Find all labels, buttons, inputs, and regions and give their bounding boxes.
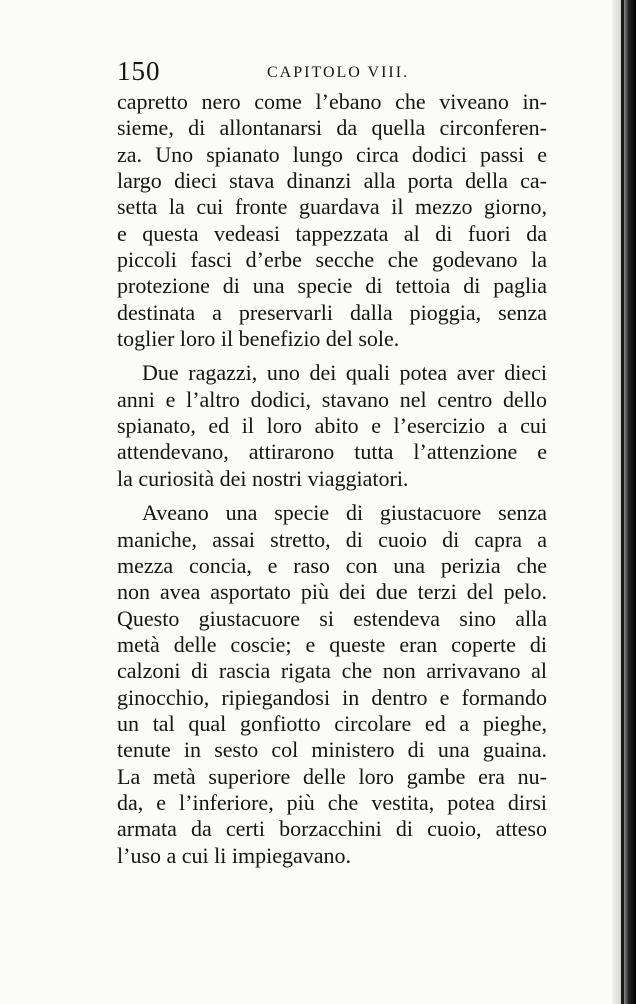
body-text xyxy=(117,89,547,869)
paragraph-gap xyxy=(117,352,547,360)
paragraph-2 xyxy=(117,360,547,492)
text-line: ginocchio, ripiegandosi in dentro e formando xyxy=(117,684,547,710)
text-line: tenute in sesto col ministero di una guaina. xyxy=(117,737,547,763)
text-line: l’uso a cui li impiegavano. xyxy=(117,842,351,868)
page-header xyxy=(117,56,547,86)
text-line: protezione di una specie di tettoia di paglia xyxy=(117,273,547,299)
text-line: destinata a preservarli dalla pioggia, senza xyxy=(117,299,547,325)
text-line: armata da certi borzacchini di cuoio, atteso xyxy=(117,816,547,842)
paragraph-1 xyxy=(117,89,547,352)
text-line: La metà superiore delle loro gambe era nu- xyxy=(117,763,547,789)
text-line: un tal qual gonfiotto circolare ed a pieghe, xyxy=(117,710,547,736)
text-line: toglier loro il benefizio del sole. xyxy=(117,326,400,352)
text-line: attendevano, attirarono tutta l’attenzione e xyxy=(117,439,547,465)
text-line: za. Uno spianato lungo circa dodici passi e xyxy=(117,141,547,167)
text-line: e questa vedeasi tappezzata al di fuori da xyxy=(117,220,547,246)
text-line: spianato, ed il loro abito e l’esercizio a cui xyxy=(117,413,547,439)
text-line: capretto nero come l’ebano che viveano in- xyxy=(117,89,547,114)
text-line: Questo giustacuore si estendeva sino alla xyxy=(117,605,547,631)
text-line: maniche, assai stretto, di cuoio di capra a xyxy=(117,526,547,552)
text-line: mezza concia, e raso con una perizia che xyxy=(117,552,547,578)
text-line: Aveano una specie di giustacuore senza xyxy=(142,500,547,526)
page-edge-shadow xyxy=(612,0,636,1004)
running-head: CAPITOLO VIII. xyxy=(267,64,410,81)
text-line: metà delle coscie; e queste eran coperte di xyxy=(117,631,547,657)
paragraph-gap xyxy=(117,492,547,500)
page-number: 150 xyxy=(117,56,161,86)
text-line: da, e l’inferiore, più che vestita, potea dirsi xyxy=(117,789,547,815)
text-line: piccoli fasci d’erbe secche che godevano la xyxy=(117,247,547,273)
text-line: sieme, di allontanarsi da quella circonferen- xyxy=(117,115,547,141)
text-line: setta la cui fronte guardava il mezzo giorno, xyxy=(117,194,547,220)
text-line: la curiosità dei nostri viaggiatori. xyxy=(117,465,409,491)
page-edge-line xyxy=(621,0,624,1004)
text-line: calzoni di rascia rigata che non arrivavano al xyxy=(117,658,547,684)
text-line: largo dieci stava dinanzi alla porta della ca- xyxy=(117,168,547,194)
text-line: Due ragazzi, uno dei quali potea aver dieci xyxy=(142,360,547,386)
text-line: non avea asportato più dei due terzi del pelo. xyxy=(117,579,547,605)
text-line: anni e l’altro dodici, stavano nel centro dello xyxy=(117,386,547,412)
paragraph-3 xyxy=(117,500,547,869)
